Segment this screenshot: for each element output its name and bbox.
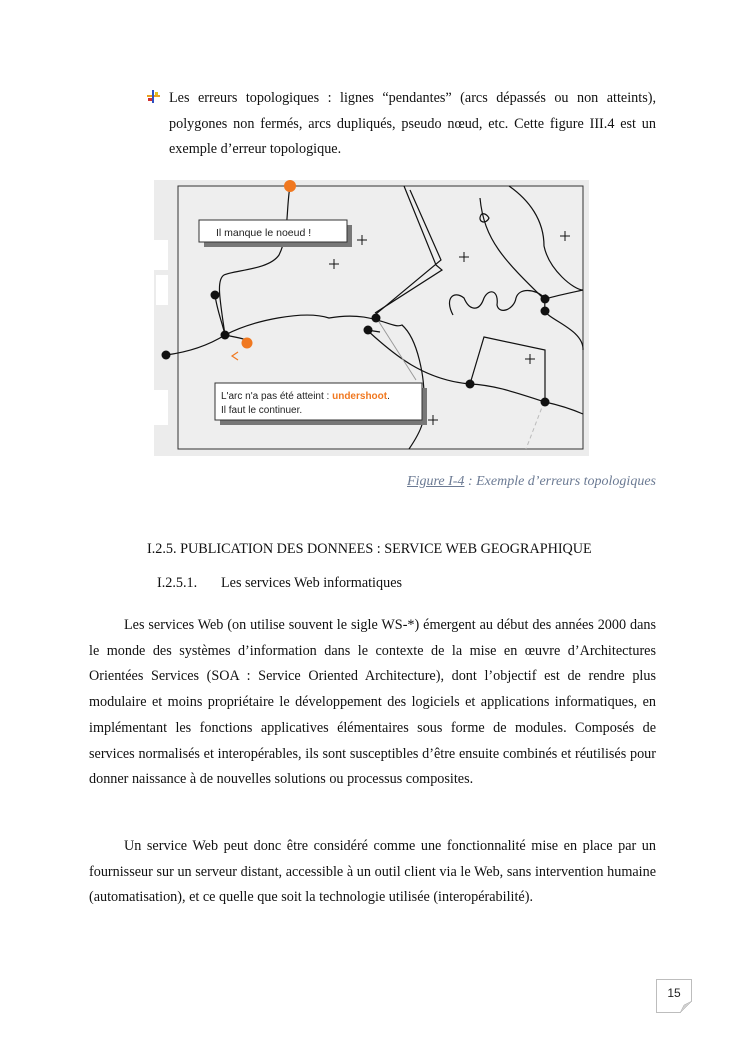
callout-undershoot-line2: Il faut le continuer. (221, 405, 303, 416)
page-number-box (656, 979, 692, 1013)
section-heading: I.2.5. PUBLICATION DES DONNEES : SERVICE WEB GEOGRAPHIQUE (147, 541, 592, 557)
bullet-item (147, 86, 656, 163)
bullet-text: Les erreurs topologiques : lignes “pendantes” (arcs dépassés ou non atteints), polygones non fermés, arcs dupliqués, pseudo nœud, etc. Cette figure III.4 est un exemple d’erreur topologique. (169, 90, 656, 157)
page-number: 15 (667, 986, 681, 1000)
callout-missing-node-text: Il manque le noeud ! (216, 227, 312, 239)
subsection-number: I.2.5.1. (157, 575, 198, 591)
figure-reference: Figure I-4 (407, 474, 465, 489)
paragraph-2: Un service Web peut donc être considéré comme une fonctionnalité mise en place par un fournisseur sur un serveur distant, accessible à un outil client via le Web, sans intervention humaine (automatisation), et ce quelle que soit la technologie utilisée (interopérabilité). (89, 838, 656, 906)
caption-text: : Exemple d’erreurs topologiques (464, 474, 656, 489)
callout-undershoot-line1: L'arc n'a pas été atteint : undershoot. (221, 391, 390, 402)
figure-caption (407, 474, 656, 490)
missing-node-marker (284, 180, 296, 192)
undershoot-node-marker (242, 338, 253, 349)
bullet-icon (147, 90, 160, 103)
subsection-heading (157, 575, 402, 592)
topology-errors-figure (154, 180, 589, 456)
page-curl-icon (680, 1001, 692, 1013)
paragraph-1: Les services Web (on utilise souvent le sigle WS-*) émergent au début des années 2000 dans le monde des systèmes d’information dans le contexte de la mise en œuvre d’Architectures Orientées Services (SOA : Service Oriented Architecture), dont l’objectif est de rendre plus modulaire et moins propriétaire le développement des logiciels et applications informatiques, en implémentant les fonctions applicatives élémentaires sous forme de modules. Composés de services normalisés et interopérables, ils sont susceptibles d’être ensuite combinés et réutilisés pour donner naissance à de nouvelles solutions ou processus composites. (89, 617, 656, 788)
subsection-title: Les services Web informatiques (221, 575, 403, 591)
